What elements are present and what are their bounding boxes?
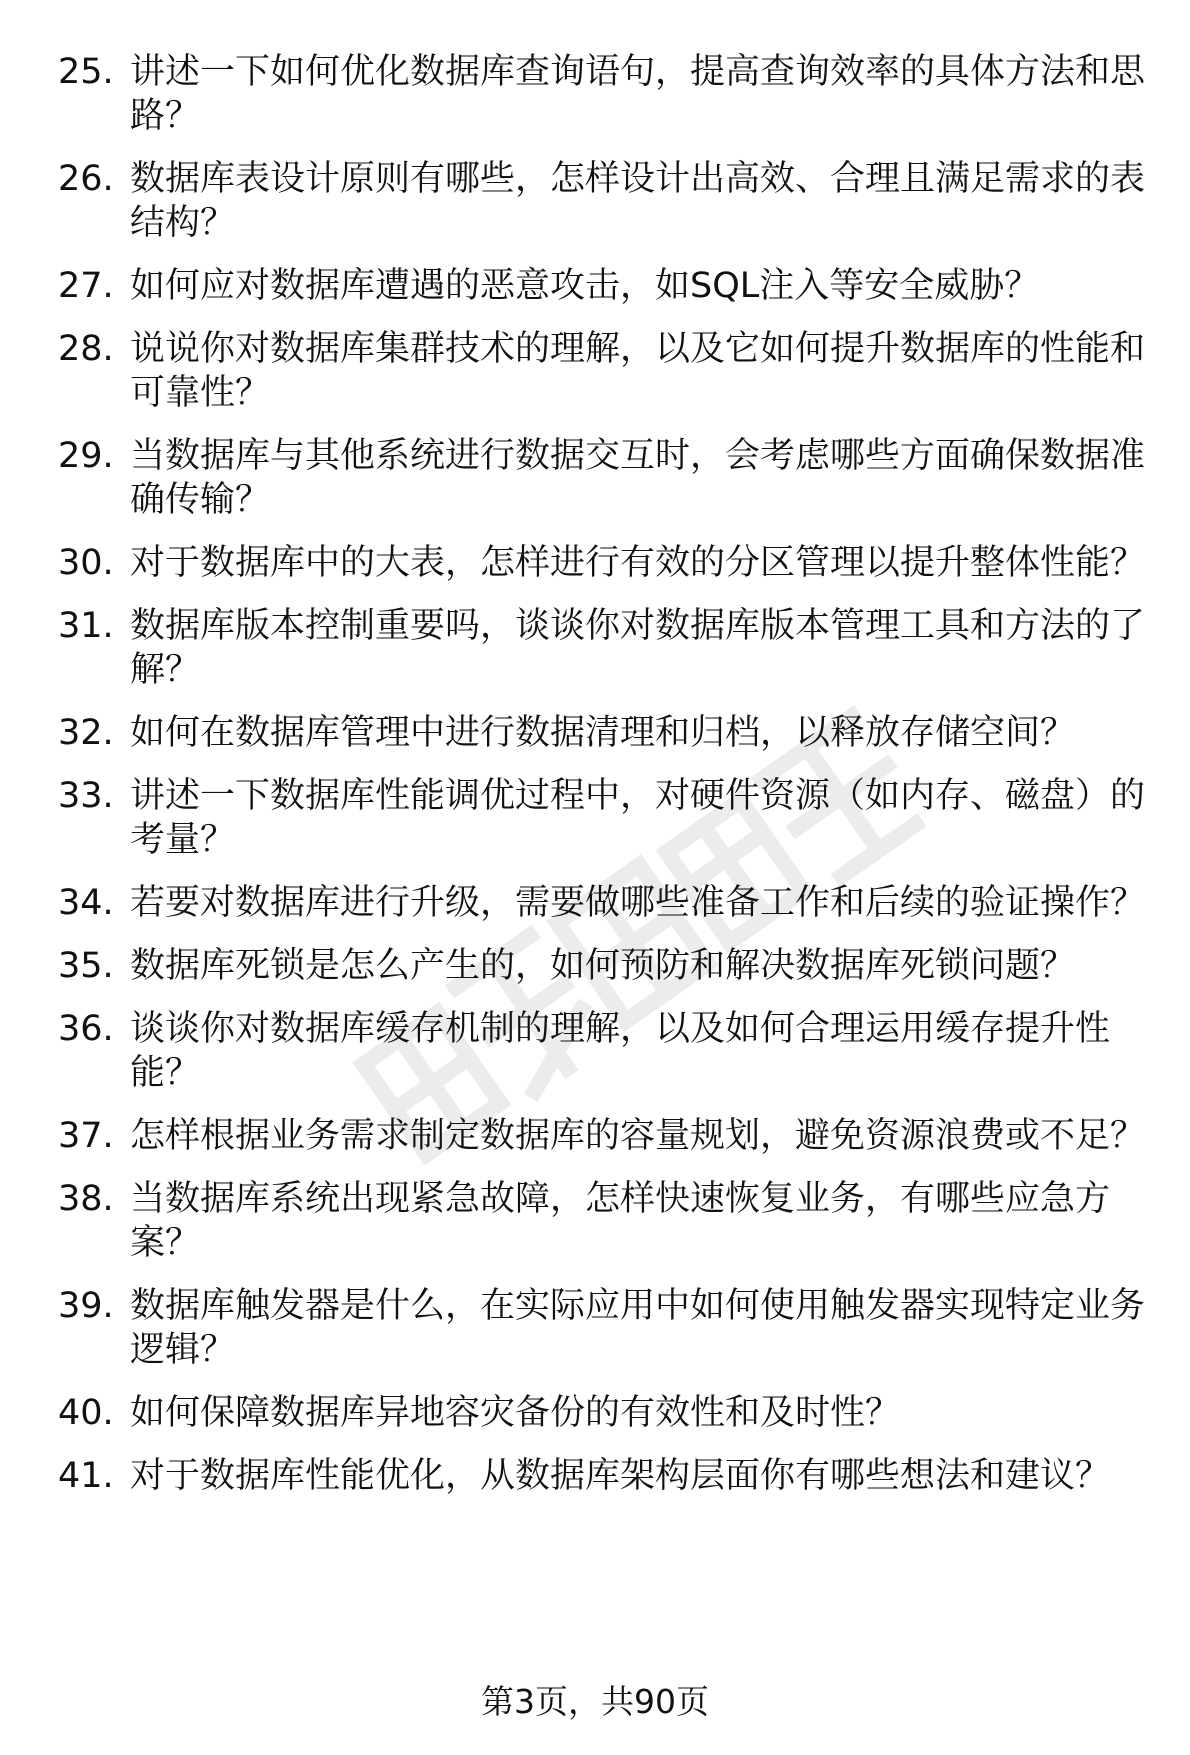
question-number: 38. bbox=[58, 1179, 114, 1219]
question-number: 36. bbox=[58, 1009, 114, 1049]
question-text: 当数据库系统出现紧急故障，怎样快速恢复业务，有哪些应急方案？ bbox=[130, 1179, 1111, 1263]
question-item bbox=[58, 327, 1148, 415]
question-text: 讲述一下数据库性能调优过程中，对硬件资源（如内存、磁盘）的考量？ bbox=[130, 776, 1146, 860]
question-text: 数据库触发器是什么，在实际应用中如何使用触发器实现特定业务逻辑？ bbox=[130, 1286, 1146, 1370]
question-number: 39. bbox=[58, 1286, 114, 1326]
question-text: 说说你对数据库集群技术的理解，以及它如何提升数据库的性能和可靠性？ bbox=[130, 329, 1146, 413]
question-item bbox=[58, 157, 1148, 245]
question-text: 谈谈你对数据库缓存机制的理解，以及如何合理运用缓存提升性能？ bbox=[130, 1009, 1111, 1093]
question-number: 27. bbox=[58, 266, 114, 306]
question-number: 30. bbox=[58, 543, 114, 583]
question-text: 对于数据库性能优化，从数据库架构层面你有哪些想法和建议？ bbox=[130, 1456, 1111, 1496]
question-number: 29. bbox=[58, 436, 114, 476]
question-text: 数据库表设计原则有哪些，怎样设计出高效、合理且满足需求的表结构？ bbox=[130, 159, 1146, 243]
question-text: 怎样根据业务需求制定数据库的容量规划，避免资源浪费或不足？ bbox=[130, 1116, 1146, 1156]
question-item bbox=[58, 1391, 1148, 1435]
question-item bbox=[58, 1284, 1148, 1372]
question-text: 如何保障数据库异地容灾备份的有效性和及时性？ bbox=[130, 1393, 901, 1433]
question-item bbox=[58, 1114, 1148, 1158]
question-text: 如何应对数据库遭遇的恶意攻击，如SQL注入等安全威胁？ bbox=[130, 266, 1040, 306]
question-item bbox=[58, 1177, 1148, 1265]
question-number: 37. bbox=[58, 1116, 114, 1156]
question-number: 28. bbox=[58, 329, 114, 369]
question-item bbox=[58, 881, 1148, 925]
question-number: 41. bbox=[58, 1456, 114, 1496]
question-text: 数据库死锁是怎么产生的，如何预防和解决数据库死锁问题？ bbox=[130, 946, 1076, 986]
question-number: 40. bbox=[58, 1393, 114, 1433]
question-list bbox=[58, 50, 1148, 1517]
question-number: 25. bbox=[58, 52, 114, 92]
question-item bbox=[58, 50, 1148, 138]
question-text: 若要对数据库进行升级，需要做哪些准备工作和后续的验证操作？ bbox=[130, 883, 1146, 923]
question-item bbox=[58, 541, 1148, 585]
question-text: 讲述一下如何优化数据库查询语句，提高查询效率的具体方法和思路？ bbox=[130, 52, 1146, 136]
question-number: 34. bbox=[58, 883, 114, 923]
question-text: 对于数据库中的大表，怎样进行有效的分区管理以提升整体性能？ bbox=[130, 543, 1146, 583]
question-number: 32. bbox=[58, 713, 114, 753]
question-text: 数据库版本控制重要吗，谈谈你对数据库版本管理工具和方法的了解？ bbox=[130, 606, 1146, 690]
question-number: 31. bbox=[58, 606, 114, 646]
question-item bbox=[58, 264, 1148, 308]
question-item bbox=[58, 944, 1148, 988]
question-item bbox=[58, 711, 1148, 755]
question-item bbox=[58, 774, 1148, 862]
question-item bbox=[58, 604, 1148, 692]
question-item bbox=[58, 434, 1148, 522]
question-text: 当数据库与其他系统进行数据交互时，会考虑哪些方面确保数据准确传输？ bbox=[130, 436, 1146, 520]
question-item bbox=[58, 1454, 1148, 1498]
question-number: 26. bbox=[58, 159, 114, 199]
question-number: 35. bbox=[58, 946, 114, 986]
question-text: 如何在数据库管理中进行数据清理和归档，以释放存储空间？ bbox=[130, 713, 1076, 753]
question-item bbox=[58, 1007, 1148, 1095]
question-number: 33. bbox=[58, 776, 114, 816]
page-number-footer: 第3页，共90页 bbox=[481, 1682, 709, 1721]
